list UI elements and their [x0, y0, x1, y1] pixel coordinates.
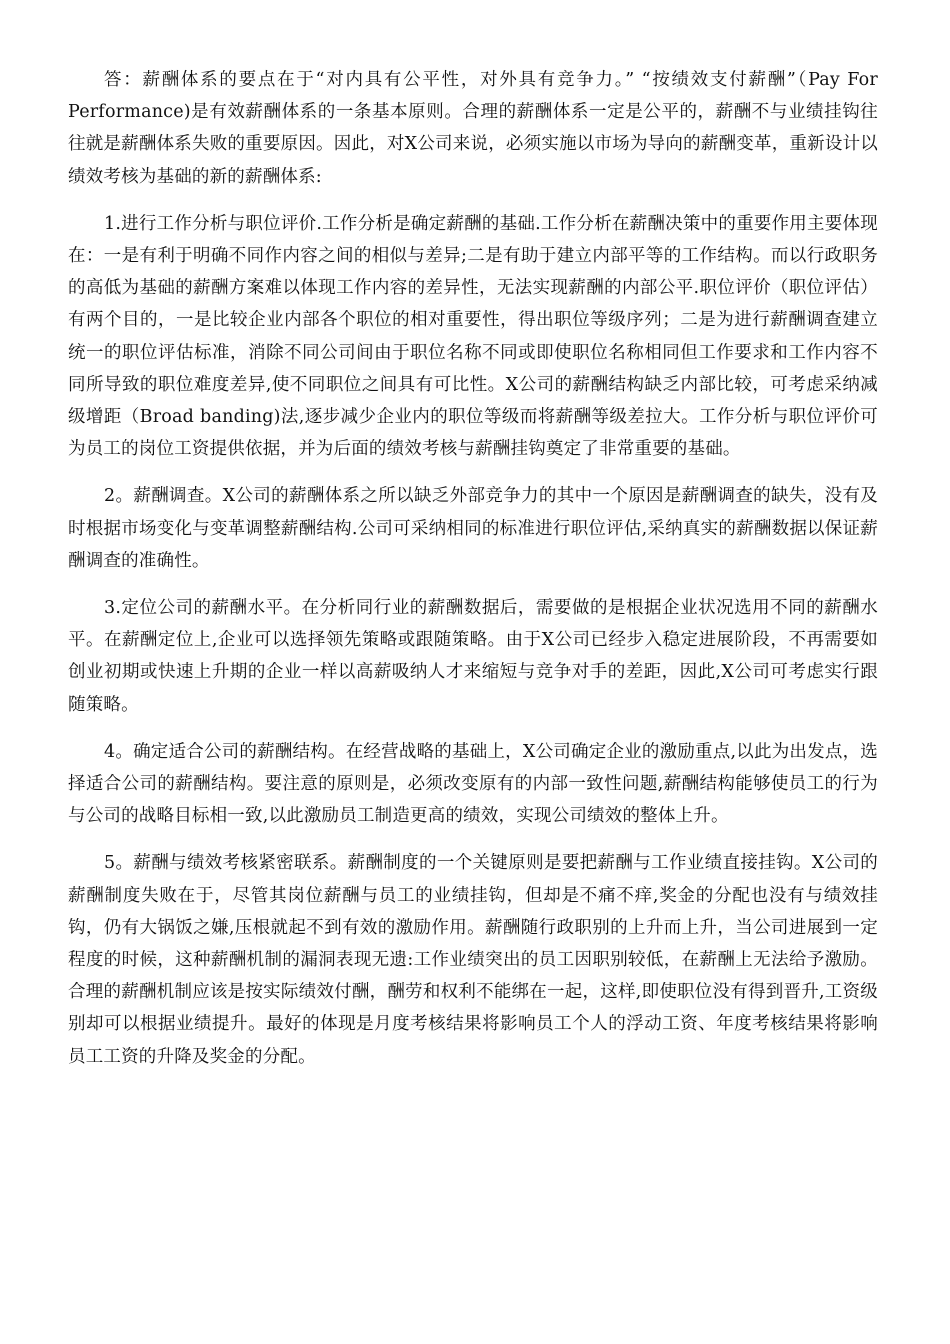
salary-survey-paragraph: 2。薪酬调查。X公司的薪酬体系之所以缺乏外部竞争力的其中一个原因是薪酬调查的缺失，没有及时根据市场变化与变革调整薪酬结构.公司可采纳相同的标准进行职位评估,采纳真实的薪酬数据以保证薪酬调查的准确性。 — [68, 486, 878, 571]
salary-structure-paragraph: 4。确定适合公司的薪酬结构。在经营战略的基础上，X公司确定企业的激励重点,以此为出发点，选择适合公司的薪酬结构。要注意的原则是，必须改变原有的内部一致性问题,薪酬结构能够使员工的行为与公司的战略目标相一致,以此激励员工制造更高的绩效，实现公司绩效的整体上升。 — [68, 741, 878, 827]
performance-link-paragraph: 5。薪酬与绩效考核紧密联系。薪酬制度的一个关键原则是要把薪酬与工作业绩直接挂钩。X公司的薪酬制度失败在于，尽管其岗位薪酬与员工的业绩挂钩，但却是不痛不痒,奖金的分配也没有与绩效挂钩，仍有大锅饭之嫌,压根就起不到有效的激励作用。薪酬随行政职别的上升而上升，当公司进展到一定程度的时候，这种薪酬机制的漏洞表现无遗:工作业绩突出的员工因职别较低，在薪酬上无法给予激励。合理的薪酬机制应该是按实际绩效付酬，酬劳和权利不能绑在一起，这样,即使职位没有得到晋升,工资级别却可以根据业绩提升。最好的体现是月度考核结果将影响员工个人的浮动工资、年度考核结果将影响员工工资的升降及奖金的分配。 — [68, 853, 878, 1067]
salary-level-paragraph: 3.定位公司的薪酬水平。在分析同行业的薪酬数据后，需要做的是根据企业状况选用不同的薪酬水平。在薪酬定位上,企业可以选择领先策略或跟随策略。由于X公司已经步入稳定进展阶段，不再需要如创业初期或快速上升期的企业一样以高薪吸纳人才来缩短与竞争对手的差距，因此,X公司可考虑实行跟随策略。 — [68, 598, 878, 715]
answer-intro-paragraph: 答：薪酬体系的要点在于“对内具有公平性，对外具有竞争力。” “按绩效支付薪酬”（Pay For Performance)是有效薪酬体系的一条基本原则。合理的薪酬体系一定是公平的，薪酬不与业绩挂钩往往就是薪酬体系失败的重要原因。因此，对X公司来说，必须实施以市场为导向的薪酬变革，重新设计以绩效考核为基础的新的薪酬体系: — [68, 70, 878, 187]
job-analysis-paragraph: 1.进行工作分析与职位评价.工作分析是确定薪酬的基础.工作分析在薪酬决策中的重要作用主要体现在：一是有利于明确不同作内容之间的相似与差异;二是有助于建立内部平等的工作结构。而以行政职务的高低为基础的薪酬方案难以体现工作内容的差异性，无法实现薪酬的内部公平.职位评价（职位评估）有两个目的，一是比较企业内部各个职位的相对重要性，得出职位等级序列；二是为进行薪酬调查建立统一的职位评估标准，消除不同公司间由于职位名称不同或即使职位名称相同但工作要求和工作内容不同所导致的职位难度差异,使不同职位之间具有可比性。X公司的薪酬结构缺乏内部比较，可考虑采纳减级增距（Broad banding)法,逐步减少企业内的职位等级而将薪酬等级差拉大。工作分析与职位评价可为员工的岗位工资提供依据，并为后面的绩效考核与薪酬挂钩奠定了非常重要的基础。 — [68, 213, 878, 460]
